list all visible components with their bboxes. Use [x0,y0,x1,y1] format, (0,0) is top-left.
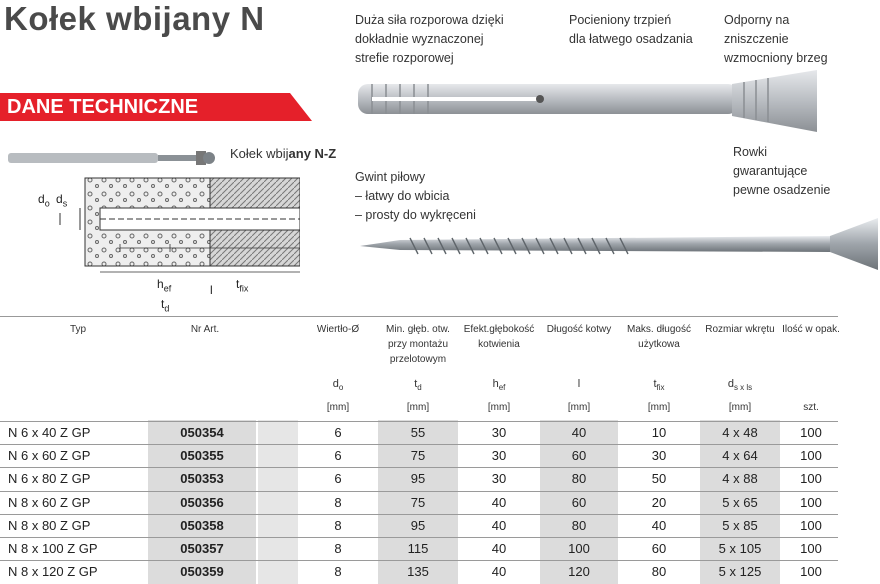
symbol-hef: $h_{ef}$ [492,378,506,393]
cell-typ: N 6 x 80 Z GP [8,471,91,487]
label-ds: $d_s$ [56,192,68,209]
unit-qty: szt. [803,402,819,413]
cell-t: 55 [410,425,426,440]
unit-hef: [mm] [487,402,511,413]
cell-l: 60 [571,494,587,510]
page-title: Kołek wbijany N [4,0,265,37]
cell-q: 100 [800,471,822,487]
cell-q: 100 [800,425,822,440]
cell-w: 5 x 125 [718,564,762,580]
cell-t: 95 [410,471,426,487]
cell-w: 5 x 65 [722,494,758,510]
cell-q: 100 [800,517,822,533]
table-row [0,444,838,467]
cell-l: 100 [568,541,590,556]
symbol-dsls: $d_{s x ls}$ [727,378,753,393]
cell-l: 80 [571,471,587,487]
cell-t: 95 [410,517,426,533]
cell-d: 6 [334,448,342,464]
cell-h: 40 [491,517,507,533]
cell-d: 8 [334,564,342,580]
label-do: $d_o$ [38,192,50,209]
cell-art: 050359 [180,564,224,580]
cell-w: 4 x 48 [722,425,758,440]
cross-section-diagram [30,176,300,288]
header-anchor-depth: Efekt.głębokość kotwienia [463,324,535,350]
symbol-do: $d_o$ [332,378,344,393]
callout-thin-shank: Pocieniony trzpień dla łatwego osadzania [569,13,693,46]
cell-typ: N 8 x 80 Z GP [8,517,91,533]
cell-art: 050357 [180,541,224,556]
cell-typ: N 8 x 120 Z GP [8,564,98,580]
cell-tf: 50 [651,471,667,487]
cell-tf: 80 [651,564,667,580]
cell-w: 5 x 85 [722,517,758,533]
cell-tf: 20 [651,494,667,510]
table-row [0,421,838,444]
cell-q: 100 [800,494,822,510]
cell-typ: N 8 x 100 Z GP [8,541,98,556]
symbol-td: $t_d$ [414,378,422,393]
cell-t: 115 [407,541,429,556]
cell-tf: 30 [651,448,667,464]
label-hef: $h_{ef}$ [157,277,172,294]
cell-typ: N 6 x 60 Z GP [8,448,91,464]
cell-w: 4 x 88 [722,471,758,487]
table-row [0,514,838,537]
unit-do: [mm] [326,402,350,413]
unit-l: [mm] [567,402,591,413]
cell-tf: 10 [651,425,667,440]
variant-label: Kołek wbijany N-Z [230,146,337,161]
header-length: Długość kotwy [546,324,612,335]
table-row [0,491,838,514]
header-typ: Typ [69,324,87,335]
cell-t: 135 [407,564,429,580]
cell-d: 6 [334,425,342,440]
cell-l: 120 [568,564,590,580]
cell-h: 40 [491,564,507,580]
callout-spread-force: Duża siła rozporowa dzięki dokładnie wyznaczonej strefie rozporowej [355,13,504,65]
cell-h: 40 [491,494,507,510]
cell-q: 100 [800,564,822,580]
cell-tf: 60 [651,541,667,556]
table-row [0,560,838,583]
banner-text: DANE TECHNICZNE [7,96,199,118]
unit-td: [mm] [406,402,430,413]
cell-art: 050353 [180,471,224,487]
header-screw-size: Rozmiar wkrętu [705,324,775,335]
header-min-depth: Min. głęb. otw. przy montażu przelotowym [386,324,450,365]
symbol-l: l [577,378,581,390]
cell-d: 8 [334,494,342,510]
cell-q: 100 [800,541,822,556]
symbol-tfix: $t_{fix}$ [653,378,665,393]
callout-grooves: Rowki gwarantujące pewne osadzenie [733,145,831,197]
cell-l: 60 [571,448,587,464]
plug-illustration [352,70,822,140]
cell-art: 050358 [180,517,224,533]
header-usable-length: Maks. długość użytkowa [627,324,691,350]
label-tfix: $t_{fix}$ [236,277,249,294]
cell-art: 050356 [180,494,224,510]
cell-tf: 40 [651,517,667,533]
header-art: Nr Art. [190,324,220,335]
callout-saw-thread: Gwint piłowy – łatwy do wbicia – prosty do wykręceni [355,170,476,222]
cell-d: 6 [334,471,342,487]
cell-h: 30 [491,471,507,487]
cell-art: 050355 [180,448,224,464]
cell-t: 75 [410,448,426,464]
label-l: l [210,283,213,297]
table-row [0,537,838,560]
cell-d: 8 [334,541,342,556]
cell-h: 30 [491,425,507,440]
cell-h: 30 [491,448,507,464]
cell-h: 40 [491,541,507,556]
cell-art: 050354 [180,425,224,440]
table-row [0,467,838,490]
table-header-rule [0,316,838,317]
callout-reinforced-collar: Odporny na zniszczenie wzmocniony brzeg [724,13,828,65]
header-drill: Wiertło-Ø [316,324,360,335]
unit-screw: [mm] [728,402,752,413]
small-anchor-icon [6,148,216,168]
cell-typ: N 8 x 60 Z GP [8,494,91,510]
cell-typ: N 6 x 40 Z GP [8,425,91,440]
header-qty: Ilość w opak. [782,324,840,335]
cell-w: 4 x 64 [722,448,758,464]
unit-tfix: [mm] [647,402,671,413]
cell-t: 75 [410,494,426,510]
label-td: $t_d$ [161,297,170,314]
cell-l: 80 [571,517,587,533]
cell-d: 8 [334,517,342,533]
cell-w: 5 x 105 [718,541,762,556]
cell-q: 100 [800,448,822,464]
cell-l: 40 [571,425,587,440]
